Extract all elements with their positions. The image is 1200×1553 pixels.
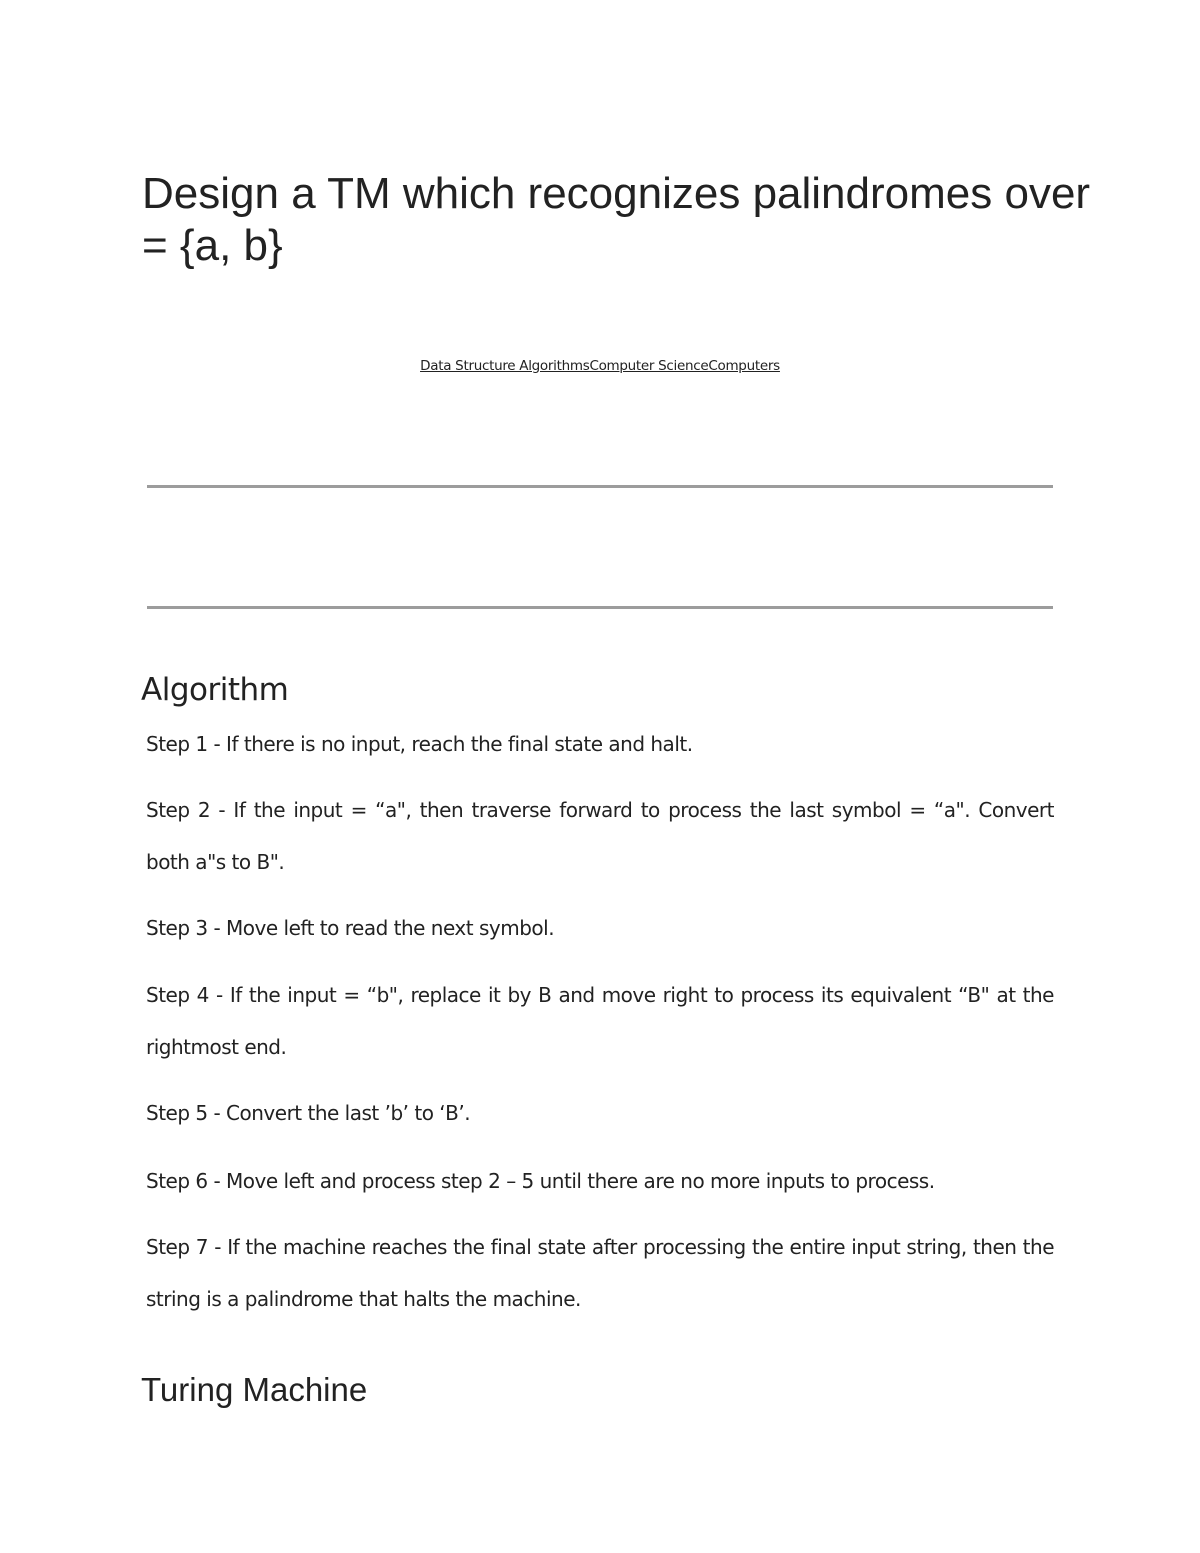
tag-link-computer-science[interactable]: Computer Science [589, 358, 709, 374]
page-title: Design a TM which recognizes palindromes over = {a, b} [142, 169, 1091, 270]
divider-top [147, 485, 1053, 488]
step-1: Step 1 - If there is no input, reach the final state and halt. [146, 732, 693, 756]
step-6: Step 6 - Move left and process step 2 – 5 until there are no more inputs to process. [146, 1169, 935, 1193]
step-4: Step 4 - If the input = “b", replace it by B and move right to process its equivalent “B" at the rightmost end. [146, 983, 1054, 1059]
algorithm-heading: Algorithm [141, 672, 289, 708]
step-2: Step 2 - If the input = “a", then traverse forward to process the last symbol = “a". Convert both a"s to B". [146, 798, 1054, 874]
tag-link-data-structure-algorithms[interactable]: Data Structure Algorithms [420, 358, 590, 374]
step-7: Step 7 - If the machine reaches the final state after processing the entire input string, then the string is a palindrome that halts the machine. [146, 1235, 1054, 1311]
step-3: Step 3 - Move left to read the next symbol. [146, 916, 555, 940]
divider-bottom [147, 606, 1053, 609]
turing-machine-heading: Turing Machine [141, 1371, 368, 1408]
step-5: Step 5 - Convert the last ’b’ to ‘B’. [146, 1101, 471, 1125]
tag-list [0, 356, 1200, 376]
tag-link-computers[interactable]: Computers [708, 358, 780, 374]
